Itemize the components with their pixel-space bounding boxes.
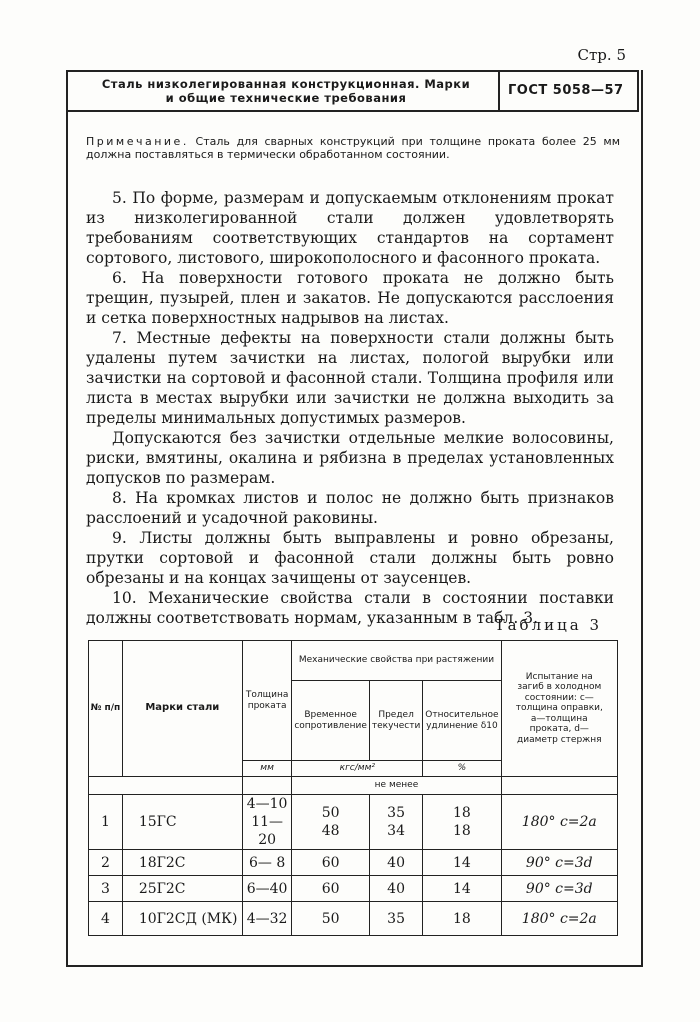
row-yield: 40 [369,876,422,902]
row-thickness: 6— 8 [242,850,291,876]
gost-number: ГОСТ 5058—57 [508,83,624,98]
row-elongation: 18 [453,823,471,839]
header-yield: Предел текучести [369,681,422,761]
paragraph-7: 7. Местные дефекты на поверхности стали должны быть удалены путем зачистки на листах, пологой вырубки или зачистки на сортовой и фасонной стали. Толщина профиля или листа в местах вырубки или зачистки не должна выходить за пределы минимальных допустимых размеров. [86,329,614,427]
document-header [66,70,639,112]
header-divider [498,72,500,110]
table-row [89,876,618,902]
row-strength: 60 [292,850,370,876]
table-row [89,795,618,850]
row-thickness: 11—20 [251,814,284,848]
header-title-line-1: Сталь низколегированная конструкционная. Марки [101,77,471,91]
header-title [76,77,496,105]
table-caption: Таблица 3 [494,616,602,634]
paragraph-5: 5. По форме, размерам и допускаемым отклонениям прокат из низколегированной стали должен удовлетворять требованиям соответствующих стандартов на сортамент сортового, листового, широкополосного и фасонного проката. [86,189,614,267]
row-yield: 34 [387,823,405,839]
row-elongation: 18 [453,805,471,821]
paragraph-9: 9. Листы должны быть выправлены и ровно обрезаны, прутки сортовой и фасонной стали должны быть ровно обрезаны и на концах зачищены от заусенцев. [86,529,614,587]
paragraph-8: 8. На кромках листов и полос не должно быть признаков расслоений и усадочной раковины. [86,489,614,527]
header-grade: Марки стали [122,641,242,777]
note-label: Примечание. [86,135,189,148]
row-num: 2 [89,850,123,876]
row-yield: 35 [369,902,422,936]
table-row [89,850,618,876]
row-num: 4 [89,902,123,936]
table-3 [88,640,618,936]
header-spacer [89,777,243,795]
header-strength: Временное сопротивление [292,681,370,761]
row-bend: 90° c=3d [501,850,617,876]
paragraph-6: 6. На поверхности готового проката не должно быть трещин, пузырей, плен и закатов. Не допускаются расслоения и сетка поверхностных надрывов на листах. [86,269,614,327]
row-elongation: 18 [423,902,501,936]
note-text: Сталь для сварных конструкций при толщине проката более 25 мм должна поставляться в термически обработанном состоянии. [86,135,620,161]
paragraph-7-continued: Допускаются без зачистки отдельные мелкие волосовины, риски, вмятины, окалина и рябизна в пределах установленных допусков по размерам. [86,429,614,487]
row-bend: 90° c=3d [501,876,617,902]
row-num: 1 [89,795,123,850]
row-grade: 10Г2СД (МК) [122,902,242,936]
row-strength: 50 [321,805,340,821]
row-bend: 180° c=2a [501,795,617,850]
body-text [86,188,614,628]
row-bend: 180° c=2a [501,902,617,936]
page-number: Стр. 5 [577,46,626,64]
header-unit-pct: % [423,761,501,777]
row-elongation: 14 [423,876,501,902]
row-num: 3 [89,876,123,902]
header-title-line-2: и общие технические требования [165,91,407,105]
header-num: № п/п [89,641,123,777]
row-thickness: 6—40 [242,876,291,902]
row-yield: 40 [369,850,422,876]
row-thickness: 4—10 [246,796,288,812]
table-row [89,902,618,936]
header-spacer-thickness [242,777,291,795]
row-strength: 50 [292,902,370,936]
row-thickness: 4—32 [242,902,291,936]
header-mech-group: Механические свойства при растяжении [292,641,501,681]
row-strength: 60 [292,876,370,902]
row-grade: 25Г2С [122,876,242,902]
header-spacer-bend [501,777,617,795]
header-elongation: Относительное удлинение δ10 [423,681,501,761]
header-thickness: Толщина проката [242,641,291,761]
row-grade: 18Г2С [122,850,242,876]
row-grade: 15ГС [122,795,242,850]
row-strength: 48 [321,823,340,839]
note [86,135,620,161]
header-bend: Испытание на загиб в холодном состоянии: с—толщина оправки, а—толщина проката, d—диаметр стержня [501,641,617,777]
paragraph-10: 10. Механические свойства стали в состоянии поставки должны соответствовать нормам, указанным в табл. 3. [86,589,614,627]
row-elongation: 14 [423,850,501,876]
header-unit-stress: кгс/мм² [292,761,423,777]
header-not-less: не менее [292,777,501,795]
header-unit-mm: мм [242,761,291,777]
row-yield: 35 [387,805,405,821]
